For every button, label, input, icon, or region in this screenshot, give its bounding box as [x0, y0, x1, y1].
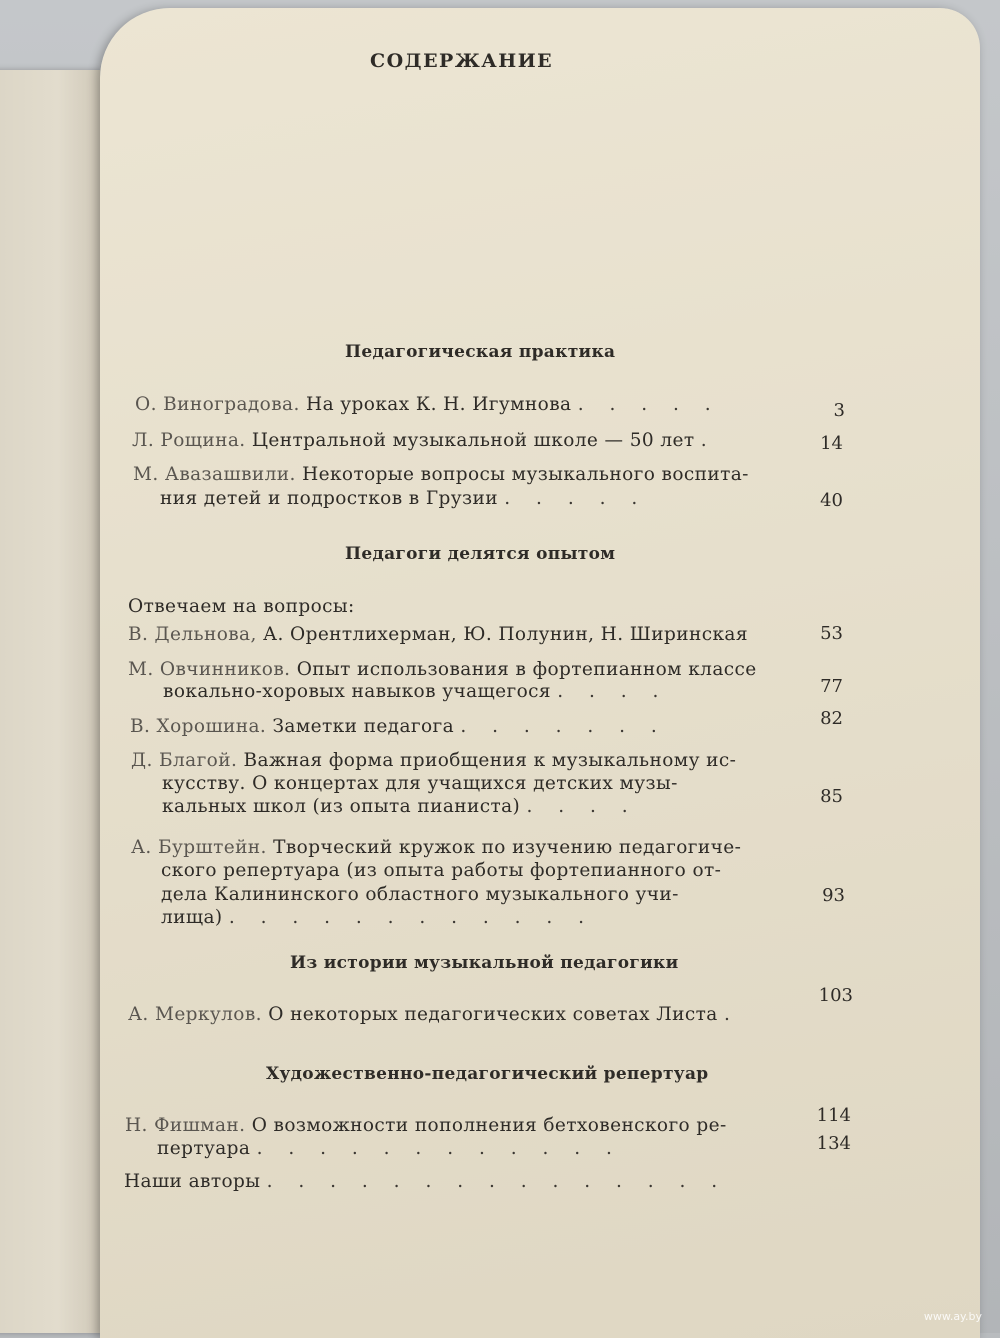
entry-title-line: Центральной музыкальной школе — 50 лет — [251, 430, 695, 451]
leader-dots: . . . . . — [577, 394, 721, 415]
entry-author: Л. Рощина. — [132, 430, 246, 451]
entry-author: А. Меркулов. — [128, 1004, 262, 1025]
watermark: www.ay.by — [923, 1310, 982, 1323]
page-number: 3 — [833, 400, 845, 421]
entry-title-line: Творческий кружок по изучению педагогиче- — [273, 837, 742, 858]
toc-entry — [128, 659, 757, 680]
leader-dots: . . . . . . . — [460, 716, 667, 737]
entry-title-line: кусству. О концертах для учащихся детских музы- — [162, 773, 678, 794]
toc-entry-continuation — [161, 884, 679, 905]
toc-entry — [135, 394, 721, 415]
toc-entry-continuation — [162, 773, 678, 794]
entry-title-line: А. Орентлихерман, Ю. Полунин, Н. Ширинская — [263, 624, 748, 645]
toc-entry — [128, 624, 748, 645]
section-intro: Отвечаем на вопросы: — [128, 596, 355, 617]
page-number: 53 — [820, 623, 843, 644]
entry-author: О. Виноградова. — [135, 394, 300, 415]
page-number: 77 — [820, 676, 843, 697]
toc-entry — [128, 1004, 740, 1025]
entry-author: В. Дельнова, — [128, 624, 257, 645]
toc-entry — [130, 716, 667, 737]
page-number: 103 — [818, 985, 853, 1006]
toc-entry — [125, 1115, 727, 1136]
leader-dots: . . . . — [557, 681, 669, 702]
toc-entry-continuation — [163, 681, 668, 702]
page-number: 85 — [820, 786, 843, 807]
page-number: 134 — [816, 1133, 851, 1154]
entry-title-line: Наши авторы — [124, 1171, 261, 1192]
page-number: 82 — [820, 708, 843, 729]
page-number: 14 — [820, 433, 843, 454]
page-number: 93 — [822, 885, 845, 906]
section-heading: Педагогическая практика — [345, 342, 616, 362]
entry-author: Д. Благой. — [131, 750, 238, 771]
toc-entry-continuation — [157, 1138, 622, 1159]
contents-page — [100, 8, 980, 1338]
leader-dots: . . . . . . . . . . . . . . . — [266, 1171, 728, 1192]
entry-title-line: Важная форма приобщения к музыкальному ис- — [243, 750, 737, 771]
contents-title: СОДЕРЖАНИЕ — [370, 50, 554, 72]
entry-title-line: пертуара — [157, 1138, 251, 1159]
page-number: 40 — [820, 490, 843, 511]
section-heading: Из истории музыкальной педагогики — [290, 953, 679, 973]
entry-title-line: ского репертуара (из опыта работы фортепианного от- — [161, 860, 722, 881]
toc-entry — [132, 430, 717, 451]
toc-entry-continuation — [161, 860, 721, 881]
entry-title-line: На уроках К. Н. Игумнова — [306, 394, 572, 415]
entry-author: М. Овчинников. — [128, 659, 291, 680]
entry-title-line: О некоторых педагогических советах Листа — [268, 1004, 718, 1025]
left-facing-page — [0, 70, 100, 1333]
entry-title-line: Некоторые вопросы музыкального воспита- — [302, 464, 749, 485]
entry-author: А. Бурштейн. — [131, 837, 267, 858]
toc-entry — [131, 750, 736, 771]
entry-title-line: лища) — [161, 907, 223, 928]
entry-title-line: вокально-хоровых навыков учащегося — [163, 681, 551, 702]
leader-dots: . . . . — [526, 796, 638, 817]
page-number: 114 — [816, 1105, 851, 1126]
entry-title-line: кальных школ (из опыта пианиста) — [162, 796, 521, 817]
toc-entry-continuation — [162, 796, 638, 817]
entry-title-line: О возможности пополнения бетховенского ре- — [251, 1115, 727, 1136]
entry-title-line: дела Калининского областного музыкального учи- — [161, 884, 679, 905]
toc-entry — [133, 464, 749, 485]
leader-dots: . — [700, 430, 717, 451]
toc-entry-continuation — [160, 488, 647, 509]
entry-author: Н. Фишман. — [125, 1115, 246, 1136]
entry-title-line: Опыт использования в фортепианном классе — [296, 659, 757, 680]
toc-entry — [131, 837, 741, 858]
entry-author: М. Авазашвили. — [133, 464, 296, 485]
leader-dots: . — [723, 1004, 740, 1025]
toc-entry — [124, 1171, 727, 1192]
leader-dots: . . . . . . . . . . . . — [256, 1138, 622, 1159]
toc-entry-continuation — [161, 907, 594, 928]
section-heading: Художественно-педагогический репертуар — [266, 1064, 709, 1084]
entry-author: В. Хорошина. — [130, 716, 267, 737]
leader-dots: . . . . . . . . . . . . — [228, 907, 595, 928]
section-heading: Педагоги делятся опытом — [345, 544, 616, 564]
entry-title-line: Заметки педагога — [272, 716, 455, 737]
entry-title-line: ния детей и подростков в Грузии — [160, 488, 499, 509]
leader-dots: . . . . . — [504, 488, 648, 509]
